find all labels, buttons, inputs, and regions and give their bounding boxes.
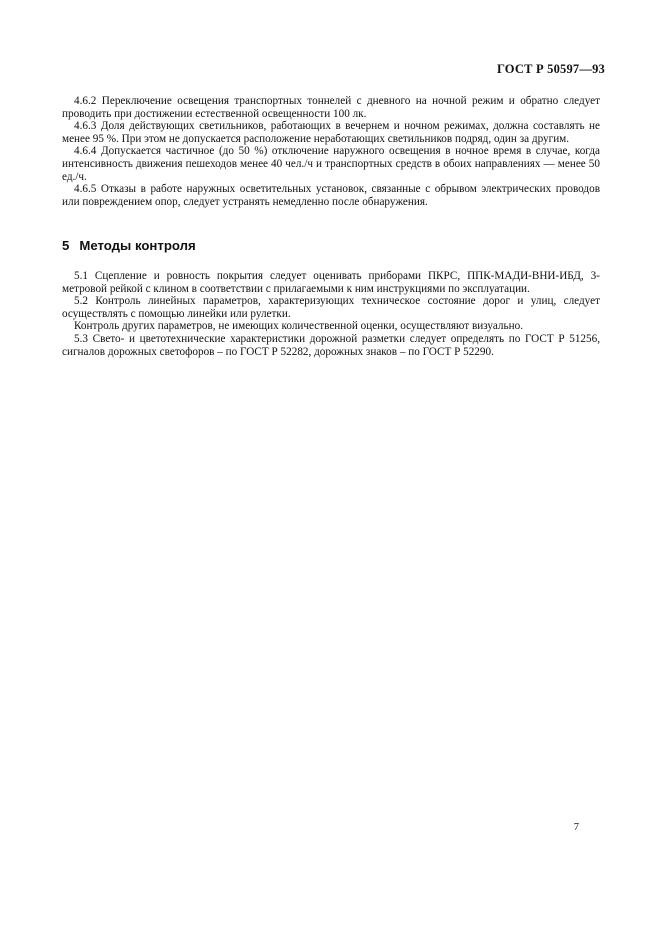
- paragraph-5-1: 5.1 Сцепление и ровность покрытия следует оценивать приборами ПКРС, ППК-МАДИ-ВНИ-ИБД, 3-метровой рейкой с клином в соответствии с прилагаемыми к ним инструкциями по эксплуатации.: [62, 270, 600, 295]
- paragraph-5-2: 5.2 Контроль линейных параметров, характеризующих техническое состояние дорог и улиц, следует осуществлять с помощью линейки или рулетки.: [62, 295, 600, 320]
- section-5-title: Методы контроля: [79, 238, 196, 253]
- paragraph-5-3: 5.3 Свето- и цветотехнические характеристики дорожной разметки следует определять по ГОСТ Р 51256, сигналов дорожных светофоров – по ГОСТ Р 52282, дорожных знаков – по ГОСТ Р 52290.: [62, 332, 600, 358]
- paragraph-4-6-2: 4.6.2 Переключение освещения транспортных тоннелей с дневного на ночной режим и обратно следует проводить при достижении естественной освещенности 100 лк.: [62, 95, 600, 120]
- page-number: 7: [573, 822, 579, 833]
- section-5-text: [62, 270, 600, 358]
- paragraph-4-6-4: 4.6.4 Допускается частичное (до 50 %) отключение наружного освещения в ночное время в случае, когда интенсивность движения пешеходов менее 40 чел./ч и транспортных средств в обоих направлениях — менее 50 ед./ч.: [62, 145, 600, 183]
- paragraph-4-6-5: 4.6.5 Отказы в работе наружных осветительных установок, связанные с обрывом электрических проводов или повреждением опор, следует устранять немедленно после обнаружения.: [62, 183, 600, 208]
- paragraph-5-2-visual: Контроль других параметров, не имеющих количественной оценки, осуществляют визуально.: [74, 320, 523, 333]
- document-code-header: ГОСТ Р 50597—93: [496, 62, 605, 76]
- paragraph-4-6-3: 4.6.3 Доля действующих светильников, работающих в вечернем и ночном режимах, должна составлять не менее 95 %. При этом не допускается расположение неработающих светильников подряд, один за другим.: [62, 120, 600, 145]
- section-4-6-text: [62, 95, 600, 208]
- section-5-heading: [62, 238, 196, 253]
- section-5-number: 5: [62, 238, 70, 253]
